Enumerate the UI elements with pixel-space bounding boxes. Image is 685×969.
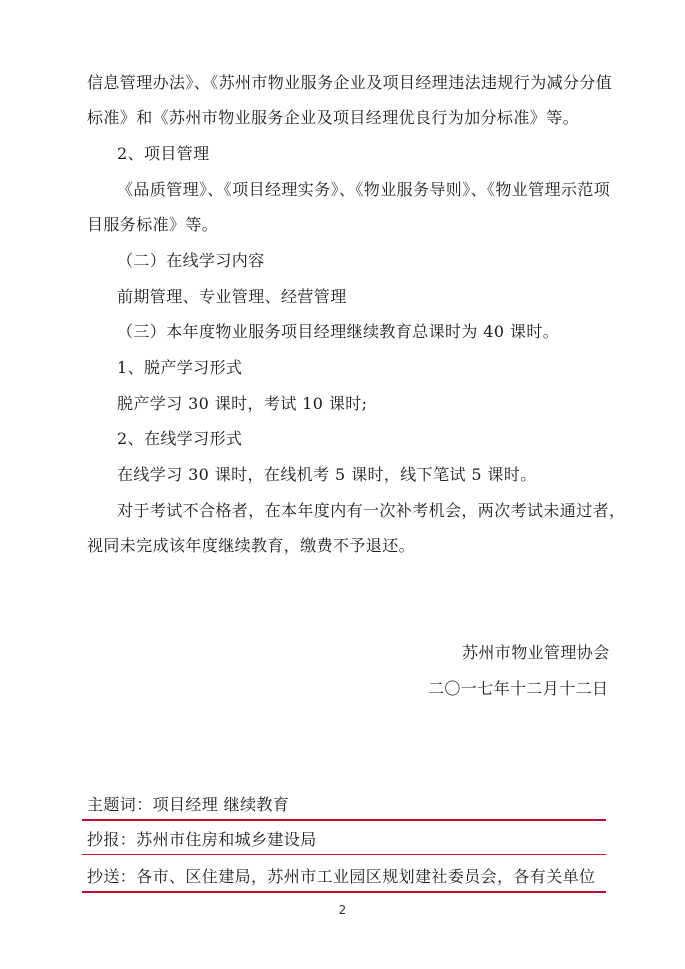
body-line-12: 在线学习 30 课时，在线机考 5 课时，线下笔试 5 课时。 [117, 465, 537, 484]
body-line-4: 《品质管理》、《项目经理实务》、《物业服务导则》、《物业管理示范项 [117, 180, 611, 199]
footer-cc: 抄报：苏州市住房和城乡建设局 [87, 830, 317, 849]
signature-organization: 苏州市物业管理协会 [462, 643, 610, 662]
section-heading-project-management: 2、项目管理 [117, 144, 210, 163]
body-line-13: 对于考试不合格者，在本年度内有一次补考机会，两次考试未通过者， [117, 501, 626, 520]
body-line-10: 脱产学习 30 课时，考试 10 课时; [117, 394, 368, 413]
section-heading-offline-study: 1、脱产学习形式 [117, 358, 243, 377]
section-heading-online-content: （二）在线学习内容 [117, 251, 265, 270]
signature-date: 二〇一七年十二月十二日 [428, 679, 609, 698]
body-line-14: 视同未完成该年度继续教育，缴费不予退还。 [87, 536, 416, 555]
section-heading-online-study: 2、在线学习形式 [117, 429, 243, 448]
footer-distribution: 抄送：各市、区住建局，苏州市工业园区规划建社委员会，各有关单位 [87, 867, 596, 886]
footer-keywords: 主题词：项目经理 继续教育 [87, 795, 290, 814]
body-line-7: 前期管理、专业管理、经营管理 [117, 287, 347, 306]
footer-rule-top [82, 819, 606, 821]
page-number: 2 [338, 903, 347, 917]
section-heading-total-hours: （三）本年度物业服务项目经理继续教育总课时为 40 课时。 [117, 322, 560, 341]
body-line-1: 信息管理办法》、《苏州市物业服务企业及项目经理违法违规行为减分分值 [87, 73, 613, 92]
body-line-5: 目服务标准》等。 [87, 215, 219, 234]
footer-rule-bottom [82, 891, 606, 893]
body-line-2: 标准》和《苏州市物业服务企业及项目经理优良行为加分标准》等。 [87, 108, 580, 127]
footer-rule-middle [82, 854, 606, 855]
